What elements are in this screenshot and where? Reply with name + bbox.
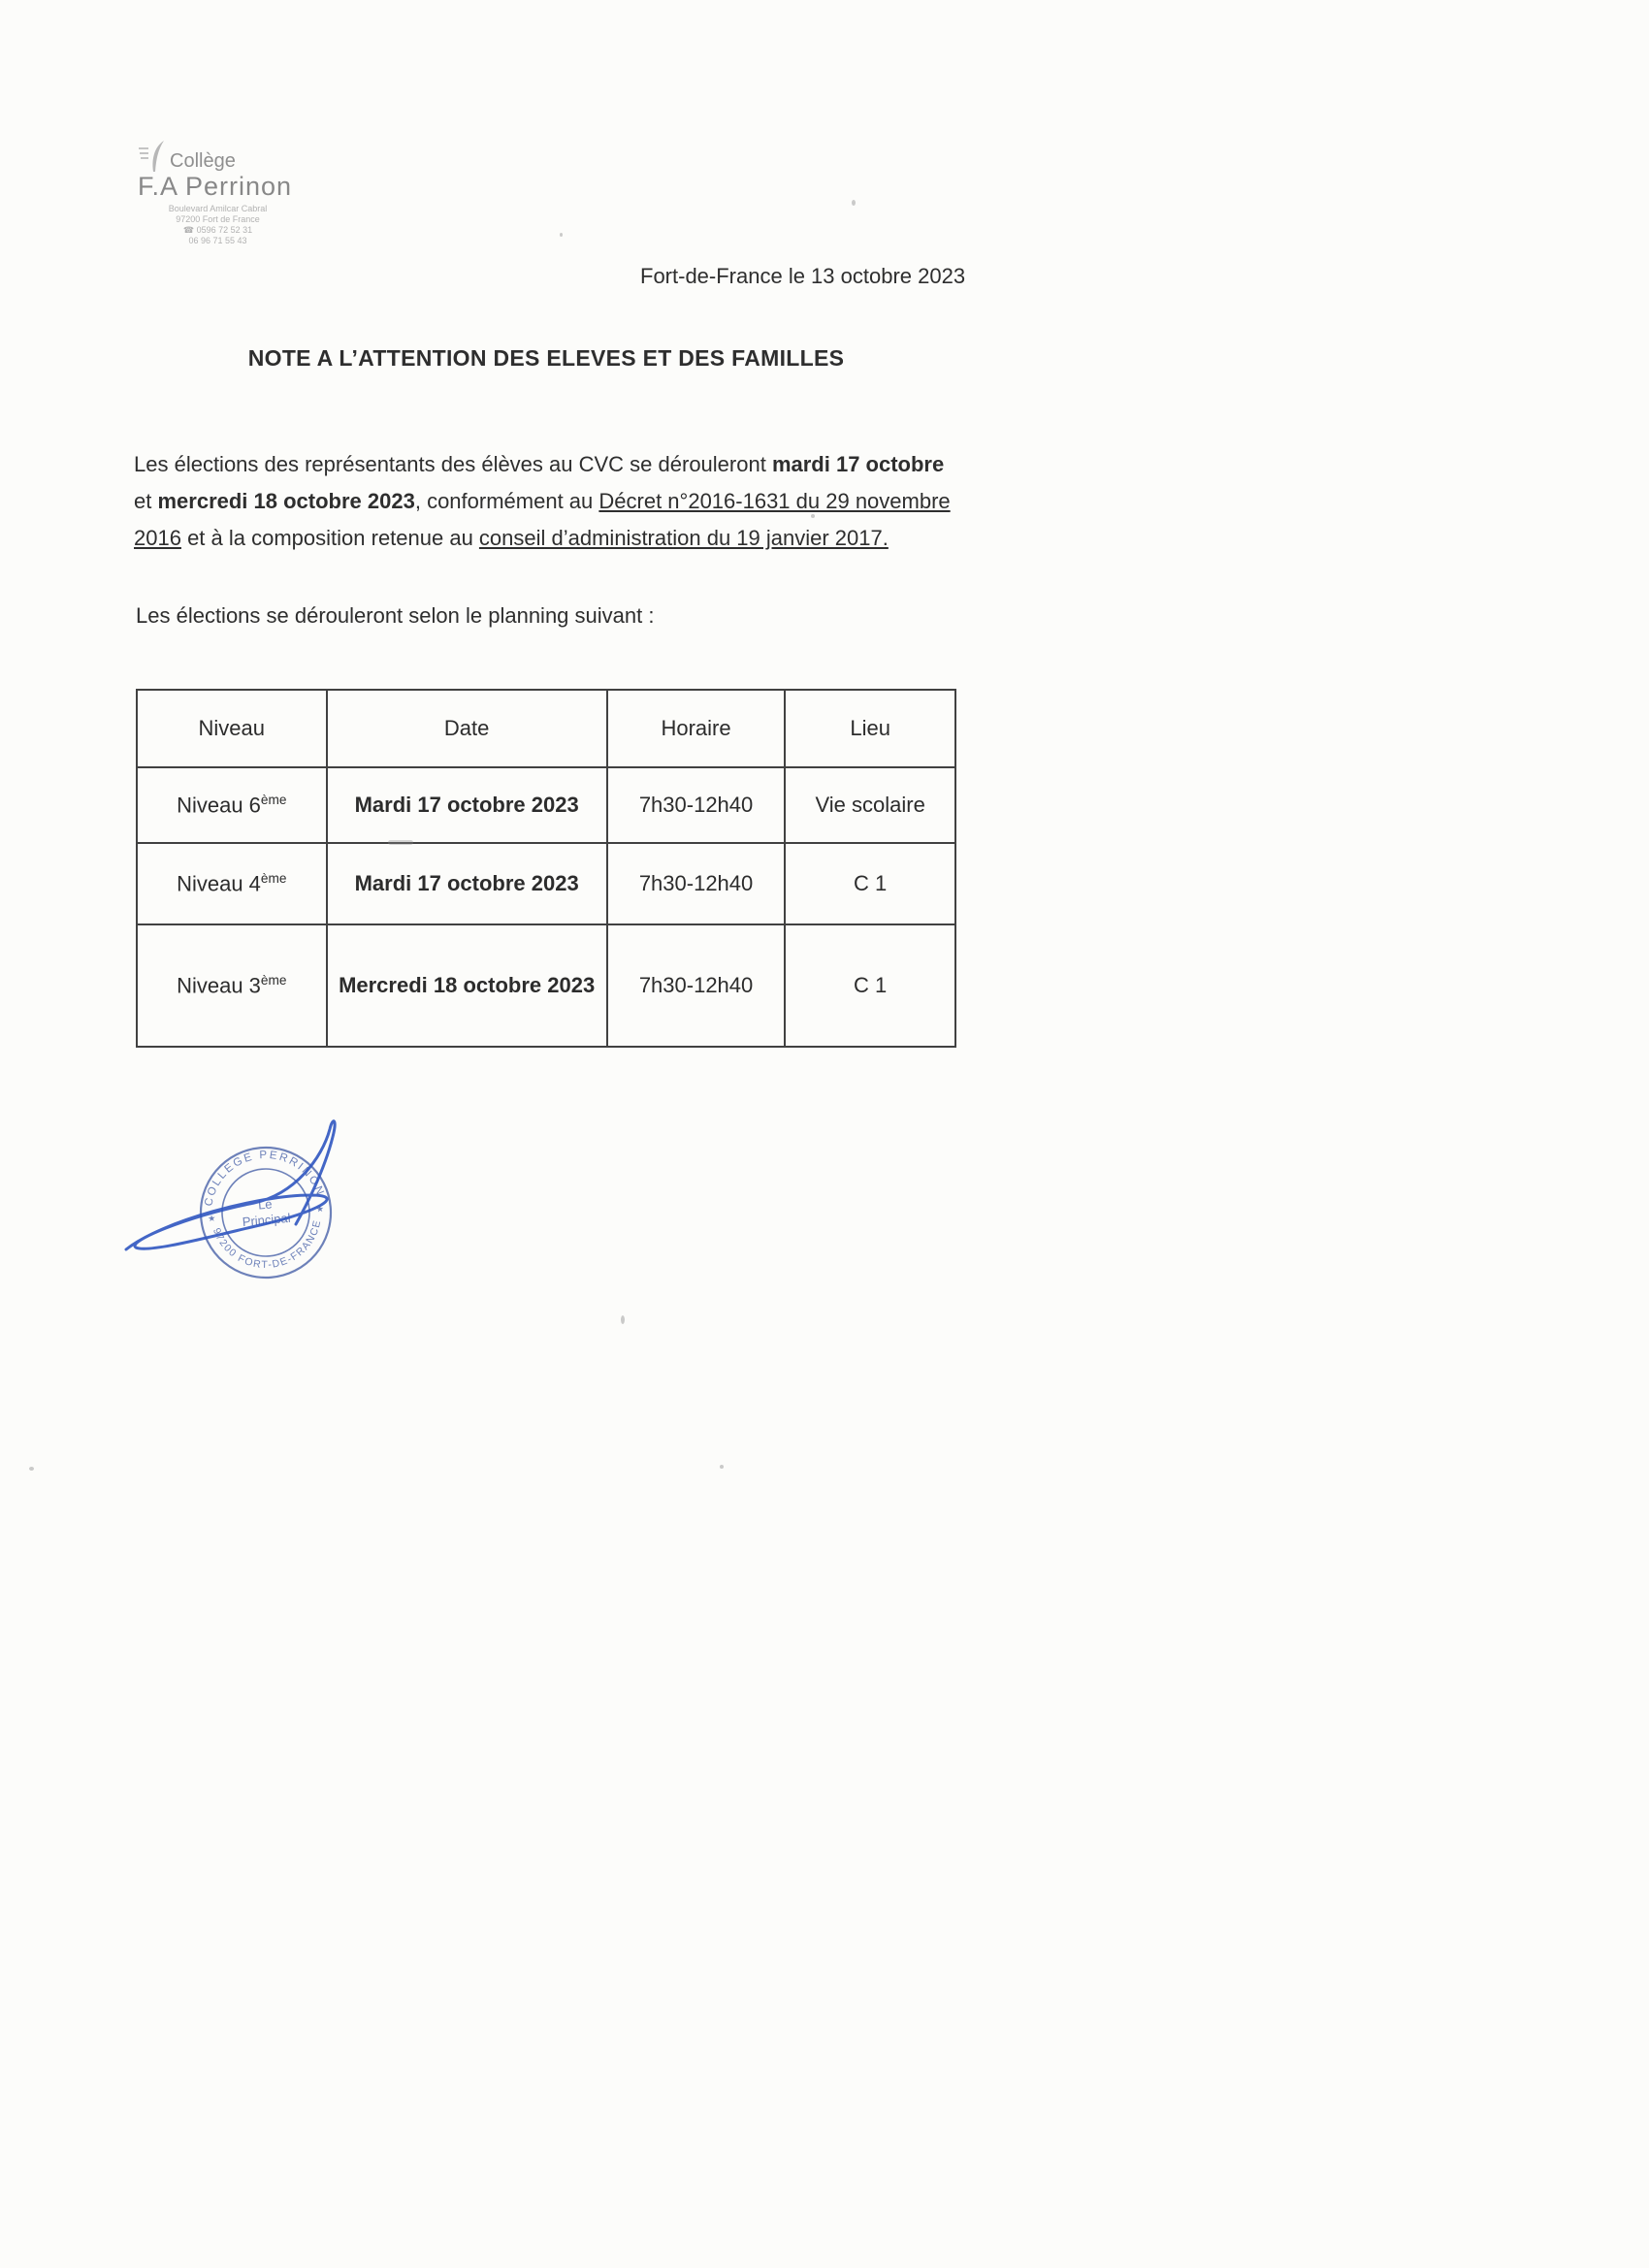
level-text: Niveau 6 (177, 793, 261, 818)
intro-segment-4-bold: mercredi 18 octobre 2023 (157, 489, 415, 513)
phone-line1: ☎ 0596 72 52 31 (182, 225, 253, 235)
column-header-lieu: Lieu (785, 690, 955, 767)
planning-sentence: Les élections se dérouleront selon le planning suivant : (136, 603, 655, 628)
cell-date: Mardi 17 octobre 2023 (327, 843, 607, 924)
cell-time: 7h30-12h40 (607, 767, 786, 843)
stamp-center-line2: Principal (242, 1210, 292, 1230)
table-row-niveau-4 (137, 843, 955, 924)
cell-place: C 1 (785, 843, 955, 924)
intro-paragraph (134, 446, 958, 557)
cell-level (137, 843, 327, 924)
stamp-star-right-icon: ★ (315, 1203, 325, 1215)
column-header-horaire: Horaire (607, 690, 786, 767)
column-header-date: Date (327, 690, 607, 767)
school-address (138, 204, 298, 246)
table-header-row (137, 690, 955, 767)
scan-speck (720, 1465, 724, 1469)
cell-level (137, 767, 327, 843)
cell-place: C 1 (785, 924, 955, 1047)
level-superscript: ème (260, 870, 287, 886)
intro-segment-6-underlined: Décret n°2016-1631 du 29 novembre 2016 (134, 489, 951, 550)
school-name-line1: Collège (170, 150, 236, 172)
cell-level (137, 924, 327, 1047)
planning-table (136, 689, 956, 1048)
intro-segment-8-underlined: conseil d’administration du 19 janvier 2017. (478, 526, 889, 550)
school-name-line2: F.A Perrinon (138, 172, 293, 201)
stamp-star-left-icon: ★ (207, 1213, 216, 1224)
scan-smudge (388, 840, 413, 845)
address-line2: 97200 Fort de France (176, 214, 260, 224)
cell-date: Mardi 17 octobre 2023 (327, 767, 607, 843)
table-row-niveau-3 (137, 924, 955, 1047)
cell-time: 7h30-12h40 (607, 924, 786, 1047)
stamp-center-line1: Le (257, 1196, 274, 1213)
level-superscript: ème (260, 792, 287, 807)
date-line: Fort-de-France le 13 octobre 2023 (640, 264, 966, 288)
scan-speck (560, 233, 563, 237)
intro-segment-2-bold: mardi 17 octobre (771, 452, 945, 476)
document-title: NOTE A L’ATTENTION DES ELEVES ET DES FAMILLES (247, 345, 845, 371)
column-header-niveau: Niveau (137, 690, 327, 767)
scan-speck (852, 200, 856, 206)
cell-time: 7h30-12h40 (607, 843, 786, 924)
school-letterhead (138, 140, 298, 246)
level-text: Niveau 4 (177, 871, 261, 896)
scan-speck (29, 1467, 34, 1471)
school-logo-icon (138, 140, 167, 173)
address-line1: Boulevard Amilcar Cabral (168, 204, 268, 213)
phone-line2: 06 96 71 55 43 (188, 236, 247, 245)
scan-speck (621, 1315, 625, 1324)
intro-segment-7: et à la composition retenue au (180, 526, 479, 550)
handwritten-signature (126, 1121, 335, 1249)
stamp-arc-top-text: COLLEGE PERRINON (203, 1149, 327, 1208)
level-superscript: ème (260, 972, 287, 988)
cell-place: Vie scolaire (785, 767, 955, 843)
cell-date: Mercredi 18 octobre 2023 (327, 924, 607, 1047)
level-text: Niveau 3 (177, 973, 261, 998)
intro-segment-5: , conformément au (414, 489, 599, 513)
stamp-arc-bottom-text: 97200 FORT-DE-FRANCE (210, 1218, 324, 1272)
intro-segment-3: et (134, 489, 158, 513)
scan-speck (811, 514, 815, 518)
table-row-niveau-6 (137, 767, 955, 843)
intro-segment-1: Les élections des représentants des élèves au CVC se dérouleront (134, 452, 772, 476)
stamp-and-signature-area (105, 1094, 561, 1342)
